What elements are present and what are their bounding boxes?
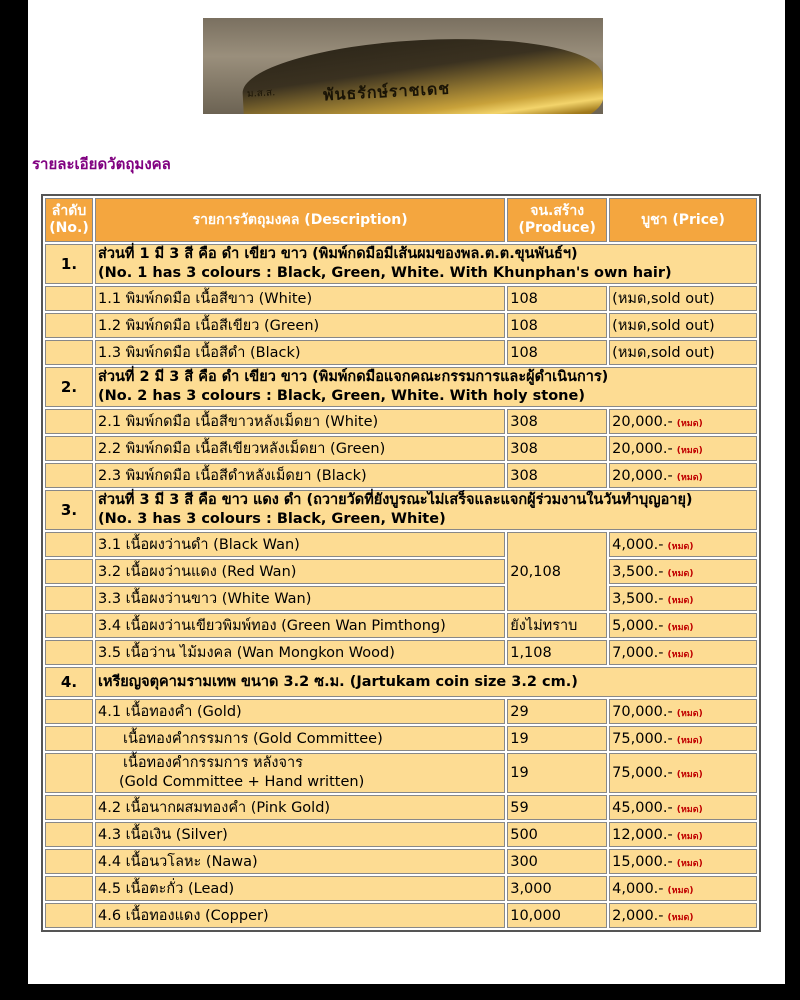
item-description: 4.4 เนื้อนวโลหะ (Nawa) — [95, 849, 505, 874]
section-title-en: (No. 2 has 3 colours : Black, Green, White. With holy stone) — [97, 388, 585, 404]
sold-out-badge: (หมด) — [676, 472, 703, 483]
price-value: 45,000.- — [612, 799, 673, 816]
item-price — [609, 436, 757, 461]
item-produce: 1,108 — [507, 640, 607, 665]
sold-out-badge: (หมด) — [676, 804, 703, 815]
amulet-table — [41, 194, 761, 932]
sold-out-badge: (หมด) — [667, 622, 694, 633]
item-price — [609, 699, 757, 724]
table-row — [45, 532, 757, 557]
price-value: 20,000.- — [612, 467, 673, 484]
item-produce: 19 — [507, 753, 607, 793]
section-title-th: ส่วนที่ 1 มี 3 สี คือ ดำ เขียว ขาว (พิมพ์กดมือมีเส้นผมของพล.ต.ต.ขุนพันธ์ฯ) — [97, 246, 578, 262]
item-description — [95, 753, 505, 793]
price-value: 75,000.- — [612, 730, 673, 747]
section-row — [45, 367, 757, 407]
table-row — [45, 822, 757, 847]
section-title — [95, 367, 757, 407]
item-description: 4.2 เนื้อนากผสมทองคำ (Pink Gold) — [95, 795, 505, 820]
section-number: 1. — [45, 244, 93, 284]
item-price: (หมด,sold out) — [609, 286, 757, 311]
section-title — [95, 244, 757, 284]
item-produce: 59 — [507, 795, 607, 820]
coin-inscription: พันธรักษ์ราชเดช — [322, 78, 451, 105]
blank-cell — [45, 876, 93, 901]
sold-out-badge: (หมด) — [676, 708, 703, 719]
item-produce: ยังไม่ทราบ — [507, 613, 607, 638]
section-number: 4. — [45, 667, 93, 697]
price-value: 3,500.- — [612, 563, 664, 580]
price-value: 20,000.- — [612, 413, 673, 430]
item-produce: 19 — [507, 726, 607, 751]
blank-cell — [45, 340, 93, 365]
item-produce: 108 — [507, 313, 607, 338]
item-description: 3.4 เนื้อผงว่านเขียวพิมพ์ทอง (Green Wan Pimthong) — [95, 613, 505, 638]
blank-cell — [45, 795, 93, 820]
page-title: รายละเอียดวัตถุมงคล — [32, 155, 171, 173]
price-value: 4,000.- — [612, 536, 664, 553]
item-price — [609, 849, 757, 874]
header-produce: จน.สร้าง (Produce) — [507, 198, 607, 242]
item-description: 4.3 เนื้อเงิน (Silver) — [95, 822, 505, 847]
item-description: เนื้อทองคำกรรมการ (Gold Committee) — [95, 726, 505, 751]
sold-out-badge: (หมด) — [667, 912, 694, 923]
table-row — [45, 559, 757, 584]
price-value: 75,000.- — [612, 765, 673, 781]
section-title-en: (No. 1 has 3 colours : Black, Green, White. With Khunphan's own hair) — [97, 265, 672, 281]
item-produce: 29 — [507, 699, 607, 724]
table-row — [45, 409, 757, 434]
item-description: 3.5 เนื้อว่าน ไม้มงคล (Wan Mongkon Wood) — [95, 640, 505, 665]
header-no: ลำดับ (No.) — [45, 198, 93, 242]
blank-cell — [45, 640, 93, 665]
price-value: 12,000.- — [612, 826, 673, 843]
item-produce-shared: 20,108 — [507, 532, 607, 611]
blank-cell — [45, 586, 93, 611]
item-description: 2.2 พิมพ์กดมือ เนื้อสีเขียวหลังเม็ดยา (Green) — [95, 436, 505, 461]
coin-small-text: ม.ส.ส. — [246, 87, 276, 100]
page — [28, 0, 785, 984]
sold-out-badge: (หมด) — [667, 568, 694, 579]
blank-cell — [45, 699, 93, 724]
sold-out-badge: (หมด) — [667, 541, 694, 552]
section-title: เหรียญจตุคามรามเทพ ขนาด 3.2 ซ.ม. (Jartukam coin size 3.2 cm.) — [95, 667, 757, 697]
table-row — [45, 876, 757, 901]
table-row — [45, 753, 757, 793]
table-row — [45, 640, 757, 665]
item-description: 3.3 เนื้อผงว่านขาว (White Wan) — [95, 586, 505, 611]
item-description: 1.3 พิมพ์กดมือ เนื้อสีดำ (Black) — [95, 340, 505, 365]
blank-cell — [45, 463, 93, 488]
price-value: 4,000.- — [612, 880, 664, 897]
price-value: 15,000.- — [612, 853, 673, 870]
item-produce: 108 — [507, 286, 607, 311]
table-row — [45, 613, 757, 638]
table-row — [45, 436, 757, 461]
sold-out-badge: (หมด) — [676, 735, 703, 746]
item-price: (หมด,sold out) — [609, 313, 757, 338]
item-description: 2.3 พิมพ์กดมือ เนื้อสีดำหลังเม็ดยา (Black) — [95, 463, 505, 488]
price-value: 3,500.- — [612, 590, 664, 607]
blank-cell — [45, 822, 93, 847]
item-produce: 108 — [507, 340, 607, 365]
item-price — [609, 532, 757, 557]
item-price — [609, 586, 757, 611]
item-description: 1.1 พิมพ์กดมือ เนื้อสีขาว (White) — [95, 286, 505, 311]
price-value: 7,000.- — [612, 644, 664, 661]
sold-out-badge: (หมด) — [676, 858, 703, 869]
item-price — [609, 753, 757, 793]
item-price — [609, 876, 757, 901]
blank-cell — [45, 409, 93, 434]
item-price — [609, 822, 757, 847]
table-row — [45, 903, 757, 928]
item-produce: 308 — [507, 463, 607, 488]
section-title-th: ส่วนที่ 3 มี 3 สี คือ ขาว แดง ดำ (ถวายวัดที่ยังบูรณะไม่เสร็จและแจกผู้ร่วมงานในวันทำบุญอายุ) — [97, 492, 693, 508]
item-produce: 308 — [507, 409, 607, 434]
price-value: 2,000.- — [612, 907, 664, 924]
section-row — [45, 490, 757, 530]
item-price — [609, 559, 757, 584]
item-description: 4.1 เนื้อทองคำ (Gold) — [95, 699, 505, 724]
item-price — [609, 640, 757, 665]
blank-cell — [45, 286, 93, 311]
blank-cell — [45, 753, 93, 793]
blank-cell — [45, 613, 93, 638]
section-row — [45, 244, 757, 284]
item-description: 1.2 พิมพ์กดมือ เนื้อสีเขียว (Green) — [95, 313, 505, 338]
header-price: บูชา (Price) — [609, 198, 757, 242]
table-row — [45, 463, 757, 488]
table-row — [45, 313, 757, 338]
sold-out-badge: (หมด) — [676, 770, 703, 780]
item-description: 4.5 เนื้อตะกั่ว (Lead) — [95, 876, 505, 901]
section-number: 3. — [45, 490, 93, 530]
blank-cell — [45, 436, 93, 461]
item-description: 3.1 เนื้อผงว่านดำ (Black Wan) — [95, 532, 505, 557]
sold-out-badge: (หมด) — [676, 418, 703, 429]
item-produce: 308 — [507, 436, 607, 461]
table-row — [45, 795, 757, 820]
item-produce: 500 — [507, 822, 607, 847]
section-title-en: (No. 3 has 3 colours : Black, Green, White) — [97, 511, 446, 527]
table-row — [45, 340, 757, 365]
section-title — [95, 490, 757, 530]
item-produce: 10,000 — [507, 903, 607, 928]
item-description-line2: (Gold Committee + Hand written) — [118, 774, 365, 790]
sold-out-badge: (หมด) — [676, 445, 703, 456]
sold-out-badge: (หมด) — [667, 885, 694, 896]
coin-photo — [203, 18, 603, 114]
table-row — [45, 586, 757, 611]
item-price — [609, 726, 757, 751]
table-header-row — [45, 198, 757, 242]
section-row — [45, 667, 757, 697]
item-produce: 3,000 — [507, 876, 607, 901]
price-value: 70,000.- — [612, 703, 673, 720]
item-price: (หมด,sold out) — [609, 340, 757, 365]
item-description: 2.1 พิมพ์กดมือ เนื้อสีขาวหลังเม็ดยา (White) — [95, 409, 505, 434]
table-row — [45, 286, 757, 311]
blank-cell — [45, 726, 93, 751]
table-row — [45, 726, 757, 751]
item-price — [609, 463, 757, 488]
blank-cell — [45, 532, 93, 557]
item-description: 3.2 เนื้อผงว่านแดง (Red Wan) — [95, 559, 505, 584]
sold-out-badge: (หมด) — [667, 649, 694, 660]
blank-cell — [45, 559, 93, 584]
blank-cell — [45, 313, 93, 338]
item-description: 4.6 เนื้อทองแดง (Copper) — [95, 903, 505, 928]
header-description: รายการวัตถุมงคล (Description) — [95, 198, 505, 242]
price-value: 5,000.- — [612, 617, 664, 634]
table-row — [45, 849, 757, 874]
sold-out-badge: (หมด) — [667, 595, 694, 606]
item-price — [609, 613, 757, 638]
item-price — [609, 409, 757, 434]
item-price — [609, 795, 757, 820]
blank-cell — [45, 903, 93, 928]
price-value: 20,000.- — [612, 440, 673, 457]
section-number: 2. — [45, 367, 93, 407]
table-row — [45, 699, 757, 724]
item-produce: 300 — [507, 849, 607, 874]
sold-out-badge: (หมด) — [676, 831, 703, 842]
blank-cell — [45, 849, 93, 874]
section-title-th: ส่วนที่ 2 มี 3 สี คือ ดำ เขียว ขาว (พิมพ์กดมือแจกคณะกรรมการและผู้ดำเนินการ) — [97, 369, 609, 385]
item-price — [609, 903, 757, 928]
item-description-line1: เนื้อทองคำกรรมการ หลังจาร — [122, 755, 303, 771]
